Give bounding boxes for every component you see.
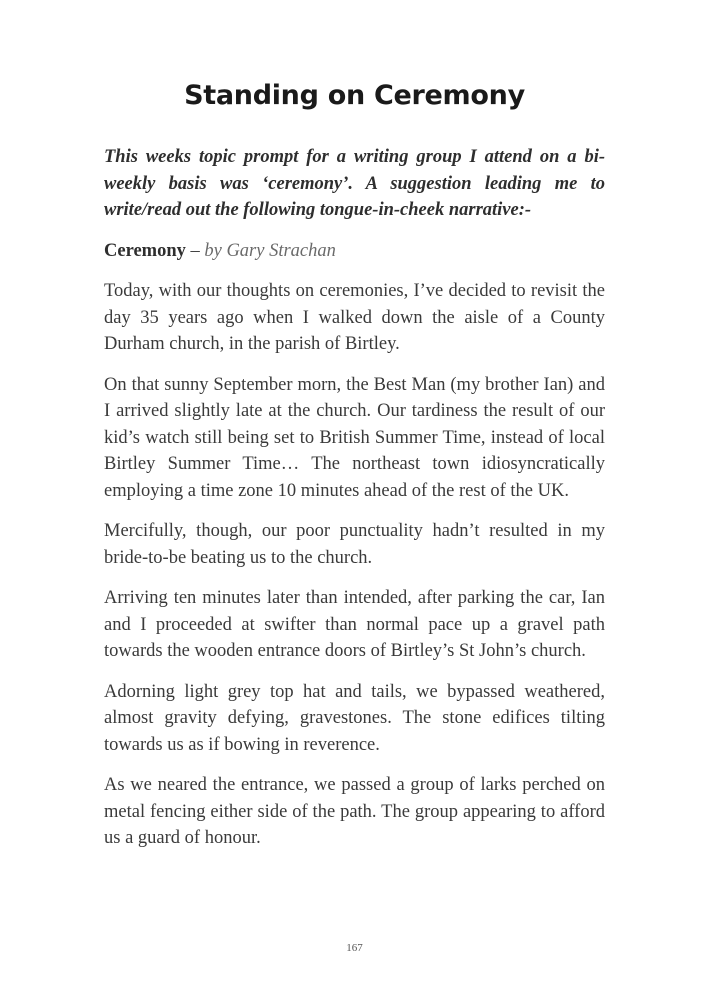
article-body <box>104 144 605 866</box>
body-paragraph-5: Adorning light grey top hat and tails, we bypassed weathered, almost gravity defying, gravestones. The stone edifices tilting towards us as if bowing in reverence. <box>104 681 605 755</box>
body-paragraph-4: Arriving ten minutes later than intended, after parking the car, Ian and I proceeded at swifter than normal pace up a gravel path towards the wooden entrance doors of Birtley’s St John’s church. <box>104 588 605 661</box>
byline-author: by Gary Strachan <box>204 240 336 261</box>
byline <box>104 238 605 265</box>
page-title: Standing on Ceremony <box>184 80 525 111</box>
byline-title: Ceremony <box>104 240 186 261</box>
intro-paragraph: This weeks topic prompt for a writing group I attend on a bi-weekly basis was ‘ceremony’. A suggestion leading me to write/read out the following tongue-in-cheek narrative:- <box>104 147 605 220</box>
body-paragraph-1: Today, with our thoughts on ceremonies, I’ve decided to revisit the day 35 years ago when I walked down the aisle of a County Durham church, in the parish of Birtley. <box>104 281 605 354</box>
body-paragraph-2: On that sunny September morn, the Best Man (my brother Ian) and I arrived slightly late at the church. Our tardiness the result of our kid’s watch still being set to British Summer Time, instead of local Birtley Summer Time… The northeast town idiosyncratically employing a time zone 10 minutes ahead of the rest of the UK. <box>104 374 605 501</box>
body-paragraph-6: As we neared the entrance, we passed a group of larks perched on metal fencing either side of the path. The group appearing to afford us a guard of honour. <box>104 775 605 848</box>
page-number: 167 <box>346 942 363 954</box>
body-paragraph-3: Mercifully, though, our poor punctuality hadn’t resulted in my bride-to-be beating us to the church. <box>104 521 605 568</box>
byline-separator: – <box>185 240 205 261</box>
